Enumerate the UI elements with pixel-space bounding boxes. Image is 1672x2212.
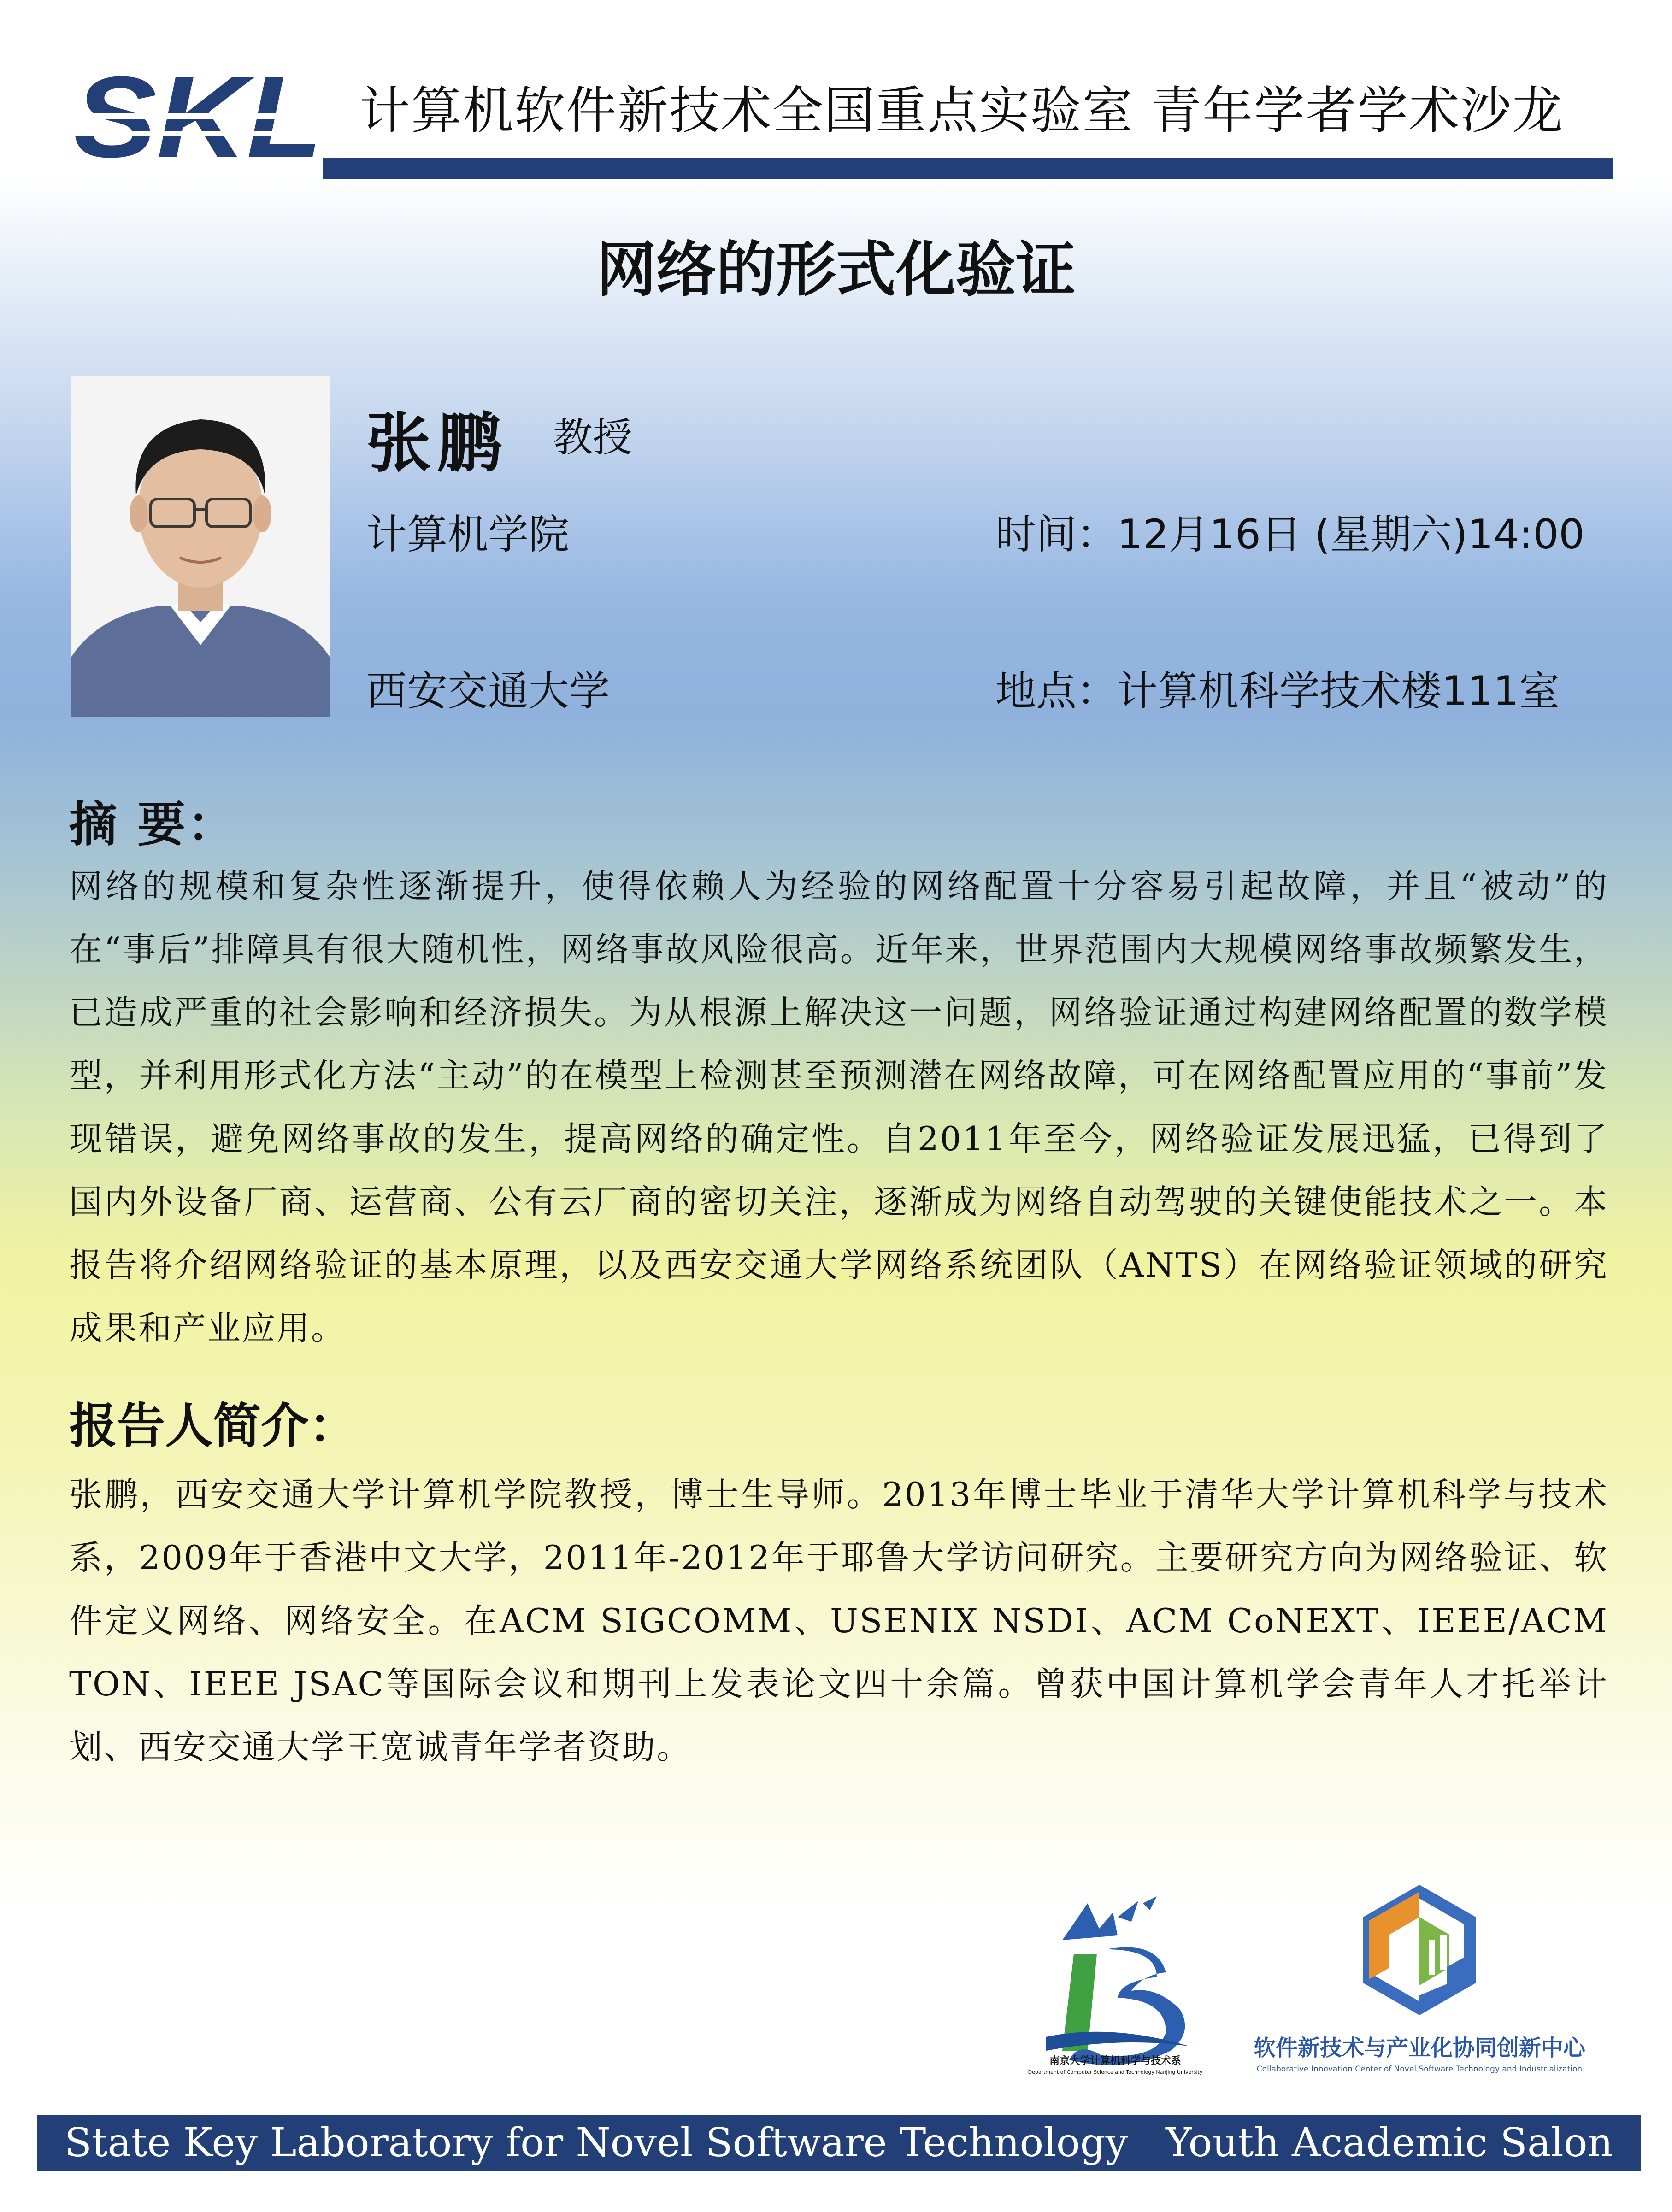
speaker-university: 西安交通大学 [366,667,610,715]
bio-text: 张鹏，西安交通大学计算机学院教授，博士生导师。2013年博士毕业于清华大学计算机科学与技术系，2009年于香港中文大学，2011年-2012年于耶鲁大学访问研究。主要研究方向为网络验证、软件定义网络、网络安全。在ACM SIGCOMM、USENIX NSDI、ACM CoNEXT、IEEE/ACM TON、IEEE JSAC等国际会议和期刊上发表论文四十余篇。曾获中国计算机学会青年人才托举计划、西安交通大学王宽诚青年学者资助。 [69,1475,1608,1766]
speaker-school: 计算机学院 [366,511,570,558]
header-rule [323,158,1613,179]
bio-heading: 报告人简介： [69,1398,357,1454]
footer-text: State Key Laboratory for Novel Software Technology Youth Academic Salon [65,2120,1613,2166]
speaker-rank: 教授 [553,415,632,461]
nju-caption: 南京大学计算机科学与技术系 [1049,2055,1181,2067]
cic-caption: 软件新技术与产业化协同创新中心 [1253,2035,1585,2061]
talk-time: 时间：12月16日 (星期六)14:00 [995,511,1585,558]
skl-logo [74,65,332,171]
nju-cs-logo [1019,1885,1212,2078]
speaker-photo [71,376,330,717]
talk-place: 地点：计算机科学技术楼111室 [995,667,1560,715]
cic-logo [1350,1885,1489,2023]
cic-caption-en: Collaborative Innovation Center of Novel Software Technology and Industrialization [1256,2065,1583,2074]
talk-title: 网络的形式化验证 [596,235,1076,305]
nju-caption-en: Department of Computer Science and Technology Nanjing University [1028,2069,1203,2075]
abstract-heading: 摘 要： [69,796,237,853]
speaker-name: 张鹏 [366,406,509,481]
abstract-text: 网络的规模和复杂性逐渐提升，使得依赖人为经验的网络配置十分容易引起故障，并且“被动”的在“事后”排障具有很大随机性，网络事故风险很高。近年来，世界范围内大规模网络事故频繁发生，已造成严重的社会影响和经济损失。为从根源上解决这一问题，网络验证通过构建网络配置的数学模型，并利用形式化方法“主动”的在模型上检测甚至预测潜在网络故障，可在网络配置应用的“事前”发现错误，避免网络事故的发生，提高网络的确定性。自2011年至今，网络验证发展迅猛，已得到了国内外设备厂商、运营商、公有云厂商的密切关注，逐渐成为网络自动驾驶的关键使能技术之一。本报告将介绍网络验证的基本原理，以及西安交通大学网络系统团队（ANTS）在网络验证领域的研究成果和产业应用。 [69,867,1608,1347]
header-title: 计算机软件新技术全国重点实验室 青年学者学术沙龙 [359,81,1564,140]
